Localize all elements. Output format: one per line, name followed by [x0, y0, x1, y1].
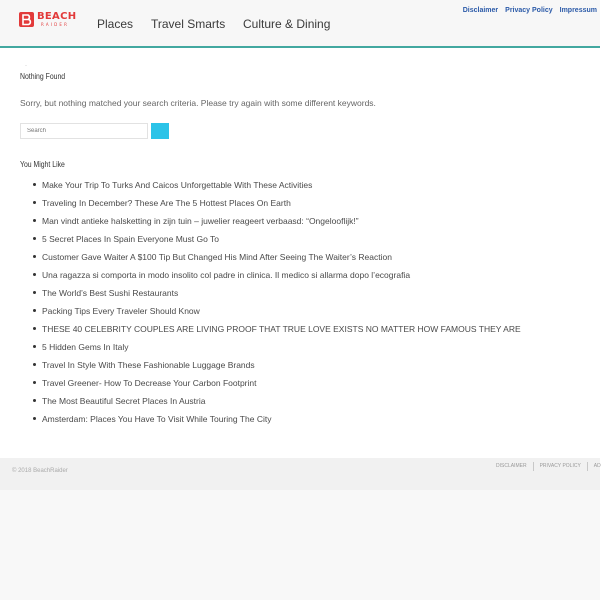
related-post-link[interactable]: The World’s Best Sushi Restaurants: [42, 288, 179, 298]
related-posts-list: [20, 178, 521, 430]
list-item: [20, 178, 521, 196]
top-link-impressum[interactable]: Impressum: [559, 7, 597, 14]
top-links: [463, 7, 597, 14]
list-item: [20, 358, 521, 376]
related-post-link[interactable]: The Most Beautiful Secret Places In Austria: [42, 396, 206, 406]
related-post-link[interactable]: Travel In Style With These Fashionable Luggage Brands: [42, 360, 255, 370]
list-item: [20, 214, 521, 232]
list-item: [20, 286, 521, 304]
list-item: [20, 340, 521, 358]
list-item: [20, 250, 521, 268]
top-link-disclaimer[interactable]: Disclaimer: [462, 7, 499, 14]
footer-link-ad[interactable]: AD: [593, 463, 601, 469]
related-post-link[interactable]: Traveling In December? These Are The 5 Hottest Places On Earth: [42, 198, 291, 208]
no-results-message: Sorry, but nothing matched your search criteria. Please try again with some different keywords.: [20, 98, 376, 108]
list-item: [20, 394, 521, 412]
related-post-link[interactable]: Travel Greener- How To Decrease Your Carbon Footprint: [42, 378, 257, 388]
nav-item-places[interactable]: Places: [97, 17, 134, 31]
footer-link-privacy-policy[interactable]: PRIVACY POLICY: [534, 462, 588, 471]
site-logo[interactable]: [19, 11, 76, 27]
top-link-privacy-policy[interactable]: Privacy Policy: [505, 7, 553, 14]
list-item: [20, 322, 521, 340]
list-item: [20, 232, 521, 250]
search-button[interactable]: [151, 123, 169, 139]
list-item: [20, 268, 521, 286]
related-post-link[interactable]: Customer Gave Waiter A $100 Tip But Changed His Mind After Seeing The Waiter’s Reaction: [42, 252, 392, 262]
nav-item-travel-smarts[interactable]: Travel Smarts: [151, 17, 226, 31]
related-post-link[interactable]: Packing Tips Every Traveler Should Know: [42, 306, 200, 316]
related-post-link[interactable]: 5 Secret Places In Spain Everyone Must Go To: [42, 234, 220, 244]
related-heading: You Might Like: [20, 160, 65, 169]
logo-wordmark: BEACH: [37, 10, 77, 22]
list-item: [20, 412, 521, 430]
copyright: © 2018 BeachRaider: [12, 468, 68, 474]
related-post-link[interactable]: Una ragazza si comporta in modo insolito col padre in clinica. Il medico si allarma dopo l’ecografia: [42, 270, 411, 280]
logo-subtitle: RAIDER: [41, 21, 70, 27]
footer-link-disclaimer[interactable]: DISCLAIMER: [490, 462, 534, 471]
site-footer: [0, 458, 600, 490]
list-item: [20, 376, 521, 394]
related-post-link[interactable]: THESE 40 CELEBRITY COUPLES ARE LIVING PROOF THAT TRUE LOVE EXISTS NO MATTER HOW FAMOUS THEY ARE: [42, 324, 521, 334]
beach-logo-icon: [19, 12, 34, 27]
list-item: [20, 304, 521, 322]
page-title: Nothing Found: [20, 72, 66, 81]
list-item: [20, 196, 521, 214]
site-header: [0, 0, 600, 48]
related-post-link[interactable]: Make Your Trip To Turks And Caicos Unforgettable With These Activities: [42, 180, 313, 190]
related-post-link[interactable]: Amsterdam: Places You Have To Visit While Touring The City: [42, 414, 272, 424]
footer-links: [490, 462, 600, 471]
page-background-below: [0, 490, 600, 600]
decorative-dot: ·: [25, 63, 27, 69]
nav-item-culture-dining[interactable]: Culture & Dining: [243, 17, 331, 31]
related-post-link[interactable]: 5 Hidden Gems In Italy: [42, 342, 129, 352]
related-post-link[interactable]: Man vindt antieke halsketting in zijn tuin – juwelier reageert verbaasd: “Ongelooflijk!”: [42, 216, 359, 226]
search-input[interactable]: [20, 123, 148, 139]
